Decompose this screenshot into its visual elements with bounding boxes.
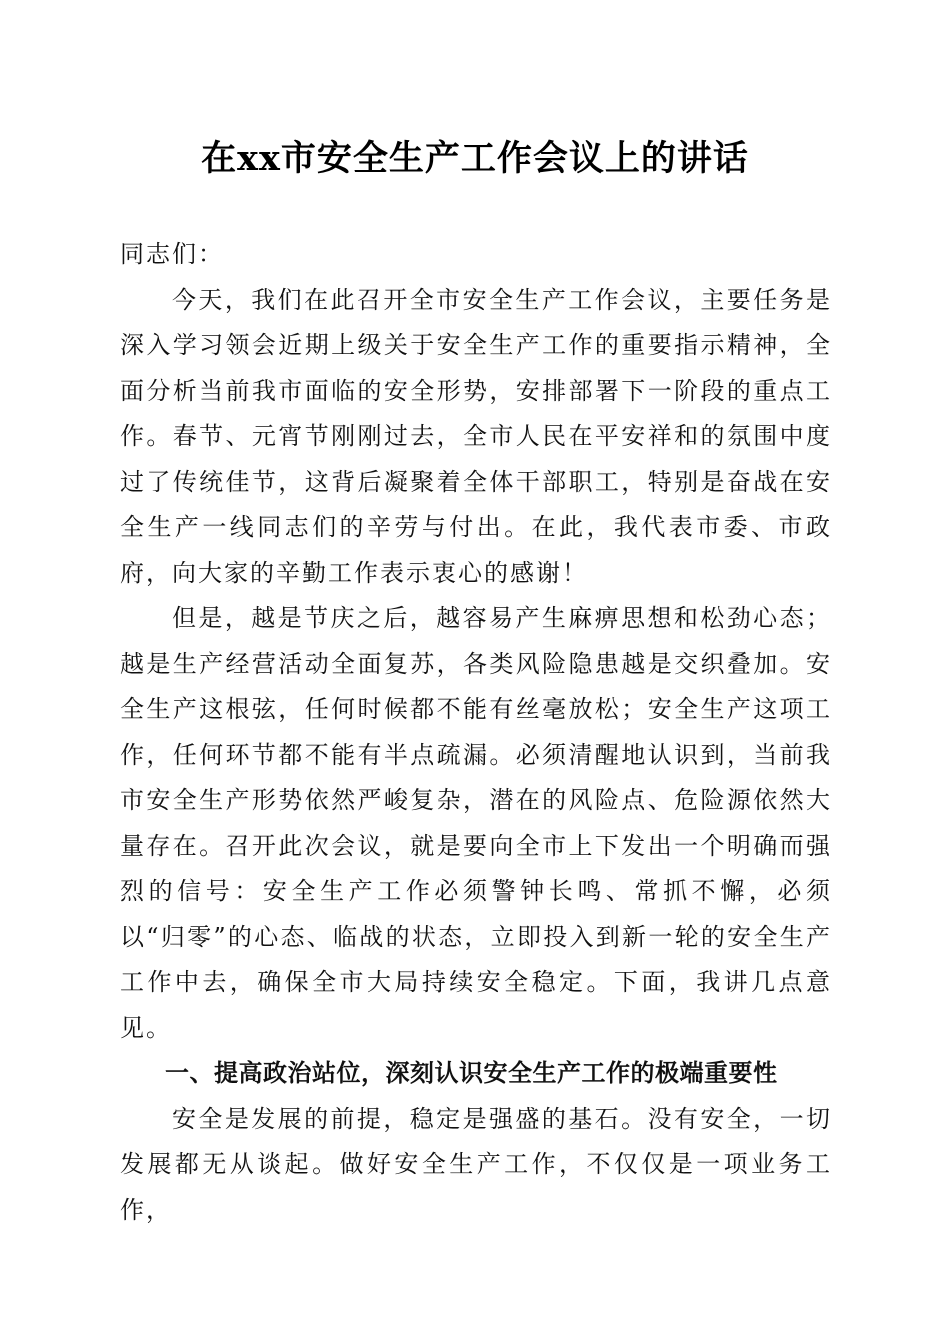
greeting: 同志们：	[120, 240, 224, 268]
document-title: 在xx市安全生产工作会议上的讲话	[201, 138, 749, 179]
paragraph-opening: 今天，我们在此召开全市安全生产工作会议，主要任务是深入学习领会近期上级关于安全生产工作的重要指示精神，全面分析当前我市面临的安全形势，安排部署下一阶段的重点工作。春节、元宵节刚刚过去，全市人民在平安祥和的氛围中度过了传统佳节，这背后凝聚着全体干部职工，特别是奋战在安全生产一线同志们的辛劳与付出。在此，我代表市委、市政府，向大家的辛勤工作表示衷心的感谢！	[120, 285, 832, 587]
document-body	[120, 232, 832, 1233]
paragraph-situation: 但是，越是节庆之后，越容易产生麻痹思想和松劲心态；越是生产经营活动全面复苏，各类风险隐患越是交织叠加。安全生产这根弦，任何时候都不能有丝毫放松；安全生产这项工作，任何环节都不能有半点疏漏。必须清醒地认识到，当前我市安全生产形势依然严峻复杂，潜在的风险点、危险源依然大量存在。召开此次会议，就是要向全市上下发出一个明确而强烈的信号：安全生产工作必须警钟长鸣、常抓不懈，必须以“归零”的心态、临战的状态，立即投入到新一轮的安全生产工作中去，确保全市大局持续安全稳定。下面，我讲几点意见。	[120, 604, 832, 1042]
section-heading: 一、提高政治站位，深刻认识安全生产工作的极端重要性	[165, 1059, 778, 1087]
section-paragraph: 安全是发展的前提，稳定是强盛的基石。没有安全，一切发展都无从谈起。做好安全生产工作，不仅仅是一项业务工作，	[120, 1104, 832, 1224]
